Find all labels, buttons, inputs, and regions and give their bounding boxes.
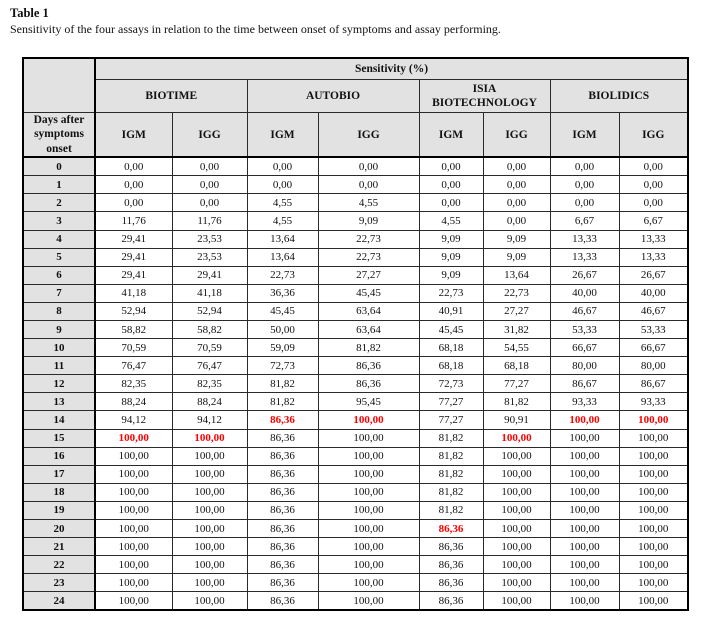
table-row (23, 320, 688, 338)
value-cell: 26,67 (619, 266, 688, 284)
value-cell: 100,00 (95, 501, 172, 519)
value-cell: 0,00 (172, 194, 247, 212)
value-cell: 86,36 (247, 592, 318, 611)
value-cell: 93,33 (550, 393, 619, 411)
value-cell: 100,00 (318, 429, 419, 447)
value-cell: 23,53 (172, 248, 247, 266)
sensitivity-header: Sensitivity (%) (95, 58, 688, 80)
value-cell: 77,27 (419, 393, 483, 411)
isia-igg-header: IGG (483, 113, 550, 158)
value-cell: 81,82 (419, 447, 483, 465)
day-cell: 3 (23, 212, 95, 230)
day-cell: 22 (23, 556, 95, 574)
table-caption: Sensitivity of the four assays in relation to the time between onset of symptoms and assay performing. (10, 22, 501, 36)
value-cell: 45,45 (419, 320, 483, 338)
value-cell: 100,00 (95, 520, 172, 538)
biotime-igm-header: IGM (95, 113, 172, 158)
day-cell: 19 (23, 501, 95, 519)
value-cell: 29,41 (95, 230, 172, 248)
value-cell: 13,33 (550, 230, 619, 248)
value-cell: 86,36 (247, 429, 318, 447)
value-cell: 13,64 (247, 248, 318, 266)
value-cell: 86,67 (619, 375, 688, 393)
value-cell: 100,00 (483, 483, 550, 501)
value-cell: 9,09 (483, 230, 550, 248)
value-cell: 90,91 (483, 411, 550, 429)
table-row (23, 194, 688, 212)
value-cell: 82,35 (95, 375, 172, 393)
value-cell: 6,67 (550, 212, 619, 230)
value-cell: 100,00 (483, 447, 550, 465)
value-cell: 86,36 (247, 465, 318, 483)
value-cell: 100,00 (318, 411, 419, 429)
value-cell: 4,55 (419, 212, 483, 230)
value-cell: 100,00 (550, 465, 619, 483)
table-row (23, 284, 688, 302)
value-cell: 81,82 (419, 501, 483, 519)
value-cell: 0,00 (95, 157, 172, 176)
value-cell: 100,00 (318, 592, 419, 611)
value-cell: 100,00 (483, 556, 550, 574)
value-cell: 0,00 (419, 194, 483, 212)
value-cell: 0,00 (483, 157, 550, 176)
day-cell: 8 (23, 302, 95, 320)
value-cell: 100,00 (172, 574, 247, 592)
day-cell: 14 (23, 411, 95, 429)
value-cell: 81,82 (247, 375, 318, 393)
value-cell: 86,36 (419, 592, 483, 611)
value-cell: 94,12 (172, 411, 247, 429)
value-cell: 53,33 (619, 320, 688, 338)
value-cell: 9,09 (419, 230, 483, 248)
day-cell: 24 (23, 592, 95, 611)
assay-group-row (23, 80, 688, 113)
table-row (23, 157, 688, 176)
table-row (23, 393, 688, 411)
table-header (23, 58, 688, 157)
value-cell: 100,00 (95, 465, 172, 483)
value-cell: 100,00 (619, 574, 688, 592)
value-cell: 100,00 (318, 447, 419, 465)
value-cell: 41,18 (95, 284, 172, 302)
value-cell: 86,36 (247, 556, 318, 574)
value-cell: 0,00 (172, 176, 247, 194)
value-cell: 100,00 (619, 538, 688, 556)
value-cell: 52,94 (95, 302, 172, 320)
value-cell: 22,73 (318, 248, 419, 266)
value-cell: 52,94 (172, 302, 247, 320)
value-cell: 13,33 (619, 230, 688, 248)
value-cell: 100,00 (619, 447, 688, 465)
table-row (23, 429, 688, 447)
value-cell: 100,00 (483, 465, 550, 483)
value-cell: 13,64 (247, 230, 318, 248)
value-cell: 100,00 (172, 429, 247, 447)
value-cell: 77,27 (419, 411, 483, 429)
value-cell: 66,67 (550, 339, 619, 357)
day-cell: 7 (23, 284, 95, 302)
day-cell: 2 (23, 194, 95, 212)
value-cell: 22,73 (483, 284, 550, 302)
value-cell: 86,36 (419, 538, 483, 556)
value-cell: 88,24 (172, 393, 247, 411)
value-cell: 6,67 (619, 212, 688, 230)
value-cell: 76,47 (95, 357, 172, 375)
value-cell: 94,12 (95, 411, 172, 429)
table-title: Table 1 (10, 6, 49, 20)
value-cell: 0,00 (619, 157, 688, 176)
value-cell: 0,00 (172, 157, 247, 176)
value-cell: 0,00 (419, 157, 483, 176)
value-cell: 100,00 (619, 429, 688, 447)
day-cell: 6 (23, 266, 95, 284)
value-cell: 68,18 (419, 357, 483, 375)
value-cell: 95,45 (318, 393, 419, 411)
value-cell: 81,82 (483, 393, 550, 411)
value-cell: 86,36 (318, 357, 419, 375)
table-row (23, 302, 688, 320)
value-cell: 22,73 (318, 230, 419, 248)
table-row (23, 520, 688, 538)
value-cell: 93,33 (619, 393, 688, 411)
value-cell: 68,18 (419, 339, 483, 357)
value-cell: 36,36 (247, 284, 318, 302)
table-row (23, 483, 688, 501)
day-cell: 9 (23, 320, 95, 338)
value-cell: 29,41 (172, 266, 247, 284)
value-cell: 27,27 (318, 266, 419, 284)
value-cell: 100,00 (550, 538, 619, 556)
value-cell: 86,36 (247, 411, 318, 429)
value-cell: 45,45 (318, 284, 419, 302)
value-cell: 100,00 (172, 556, 247, 574)
value-cell: 100,00 (550, 574, 619, 592)
table-row (23, 339, 688, 357)
value-cell: 72,73 (419, 375, 483, 393)
value-cell: 100,00 (95, 592, 172, 611)
day-cell: 12 (23, 375, 95, 393)
day-cell: 17 (23, 465, 95, 483)
value-cell: 100,00 (550, 429, 619, 447)
value-cell: 100,00 (95, 538, 172, 556)
value-cell: 100,00 (483, 501, 550, 519)
value-cell: 81,82 (419, 465, 483, 483)
value-cell: 100,00 (172, 592, 247, 611)
value-cell: 76,47 (172, 357, 247, 375)
value-cell: 27,27 (483, 302, 550, 320)
value-cell: 100,00 (95, 447, 172, 465)
value-cell: 46,67 (619, 302, 688, 320)
table-row (23, 230, 688, 248)
table-body (23, 157, 688, 610)
value-cell: 100,00 (95, 483, 172, 501)
value-cell: 100,00 (483, 592, 550, 611)
value-cell: 0,00 (483, 176, 550, 194)
day-cell: 16 (23, 447, 95, 465)
value-cell: 0,00 (247, 157, 318, 176)
value-cell: 29,41 (95, 266, 172, 284)
table-row (23, 411, 688, 429)
value-cell: 86,36 (247, 538, 318, 556)
table-row (23, 212, 688, 230)
value-cell: 0,00 (619, 194, 688, 212)
value-cell: 59,09 (247, 339, 318, 357)
value-cell: 100,00 (619, 556, 688, 574)
value-cell: 13,33 (550, 248, 619, 266)
value-cell: 80,00 (619, 357, 688, 375)
biolidics-igm-header: IGM (550, 113, 619, 158)
days-after-onset-header: Days after symptoms onset (23, 113, 95, 158)
value-cell: 77,27 (483, 375, 550, 393)
value-cell: 81,82 (419, 429, 483, 447)
value-cell: 9,09 (419, 266, 483, 284)
value-cell: 100,00 (483, 538, 550, 556)
value-cell: 100,00 (318, 465, 419, 483)
day-cell: 11 (23, 357, 95, 375)
value-cell: 9,09 (483, 248, 550, 266)
value-cell: 41,18 (172, 284, 247, 302)
day-cell: 23 (23, 574, 95, 592)
table-row (23, 248, 688, 266)
value-cell: 100,00 (550, 501, 619, 519)
value-cell: 100,00 (172, 501, 247, 519)
day-cell: 5 (23, 248, 95, 266)
value-cell: 0,00 (619, 176, 688, 194)
table-row (23, 357, 688, 375)
value-cell: 81,82 (318, 339, 419, 357)
value-cell: 100,00 (318, 501, 419, 519)
value-cell: 4,55 (318, 194, 419, 212)
day-cell: 0 (23, 157, 95, 176)
sensitivity-table (22, 57, 689, 611)
value-cell: 23,53 (172, 230, 247, 248)
table-row (23, 501, 688, 519)
value-cell: 100,00 (172, 447, 247, 465)
value-cell: 100,00 (172, 465, 247, 483)
table-row (23, 266, 688, 284)
value-cell: 72,73 (247, 357, 318, 375)
group-biolidics: BIOLIDICS (550, 80, 688, 113)
value-cell: 100,00 (619, 501, 688, 519)
value-cell: 0,00 (95, 176, 172, 194)
value-cell: 86,36 (247, 520, 318, 538)
value-cell: 13,33 (619, 248, 688, 266)
day-cell: 20 (23, 520, 95, 538)
table-row (23, 556, 688, 574)
table-row (23, 465, 688, 483)
table-row (23, 447, 688, 465)
value-cell: 54,55 (483, 339, 550, 357)
table-row (23, 176, 688, 194)
value-cell: 50,00 (247, 320, 318, 338)
table-row (23, 592, 688, 611)
value-cell: 68,18 (483, 357, 550, 375)
value-cell: 58,82 (95, 320, 172, 338)
value-cell: 4,55 (247, 194, 318, 212)
value-cell: 100,00 (318, 538, 419, 556)
value-cell: 0,00 (550, 157, 619, 176)
value-cell: 86,36 (419, 574, 483, 592)
value-cell: 13,64 (483, 266, 550, 284)
autobio-igm-header: IGM (247, 113, 318, 158)
value-cell: 100,00 (619, 483, 688, 501)
value-cell: 82,35 (172, 375, 247, 393)
value-cell: 100,00 (172, 483, 247, 501)
value-cell: 0,00 (318, 176, 419, 194)
value-cell: 40,91 (419, 302, 483, 320)
value-cell: 100,00 (172, 538, 247, 556)
group-autobio: AUTOBIO (247, 80, 419, 113)
value-cell: 53,33 (550, 320, 619, 338)
value-cell: 0,00 (247, 176, 318, 194)
value-cell: 0,00 (419, 176, 483, 194)
value-cell: 0,00 (550, 194, 619, 212)
value-cell: 63,64 (318, 302, 419, 320)
value-cell: 11,76 (95, 212, 172, 230)
value-cell: 40,00 (619, 284, 688, 302)
value-cell: 100,00 (550, 447, 619, 465)
value-cell: 100,00 (619, 411, 688, 429)
value-cell: 40,00 (550, 284, 619, 302)
value-cell: 70,59 (95, 339, 172, 357)
day-cell: 15 (23, 429, 95, 447)
value-cell: 22,73 (247, 266, 318, 284)
value-cell: 0,00 (483, 194, 550, 212)
value-cell: 100,00 (483, 520, 550, 538)
value-cell: 9,09 (318, 212, 419, 230)
subheader-row (23, 113, 688, 158)
value-cell: 100,00 (318, 483, 419, 501)
day-cell: 13 (23, 393, 95, 411)
group-biotime: BIOTIME (95, 80, 247, 113)
value-cell: 4,55 (247, 212, 318, 230)
value-cell: 100,00 (95, 429, 172, 447)
day-cell: 4 (23, 230, 95, 248)
value-cell: 81,82 (247, 393, 318, 411)
value-cell: 86,36 (419, 520, 483, 538)
value-cell: 70,59 (172, 339, 247, 357)
value-cell: 86,36 (419, 556, 483, 574)
value-cell: 100,00 (550, 483, 619, 501)
day-cell: 10 (23, 339, 95, 357)
value-cell: 0,00 (95, 194, 172, 212)
value-cell: 86,36 (247, 574, 318, 592)
value-cell: 31,82 (483, 320, 550, 338)
value-cell: 86,36 (247, 447, 318, 465)
value-cell: 86,36 (318, 375, 419, 393)
value-cell: 100,00 (95, 574, 172, 592)
value-cell: 86,36 (247, 483, 318, 501)
sensitivity-header-row (23, 58, 688, 80)
value-cell: 86,36 (247, 501, 318, 519)
table-row (23, 538, 688, 556)
value-cell: 100,00 (318, 556, 419, 574)
value-cell: 100,00 (95, 556, 172, 574)
value-cell: 46,67 (550, 302, 619, 320)
autobio-igg-header: IGG (318, 113, 419, 158)
value-cell: 63,64 (318, 320, 419, 338)
value-cell: 100,00 (318, 520, 419, 538)
value-cell: 45,45 (247, 302, 318, 320)
day-cell: 1 (23, 176, 95, 194)
value-cell: 100,00 (619, 465, 688, 483)
value-cell: 26,67 (550, 266, 619, 284)
biotime-igg-header: IGG (172, 113, 247, 158)
day-cell: 21 (23, 538, 95, 556)
value-cell: 88,24 (95, 393, 172, 411)
value-cell: 0,00 (318, 157, 419, 176)
value-cell: 58,82 (172, 320, 247, 338)
corner-blank-cell (23, 58, 95, 113)
day-cell: 18 (23, 483, 95, 501)
biolidics-igg-header: IGG (619, 113, 688, 158)
value-cell: 100,00 (318, 574, 419, 592)
value-cell: 100,00 (172, 520, 247, 538)
value-cell: 100,00 (550, 520, 619, 538)
value-cell: 100,00 (550, 556, 619, 574)
value-cell: 100,00 (619, 592, 688, 611)
table-row (23, 375, 688, 393)
value-cell: 22,73 (419, 284, 483, 302)
value-cell: 29,41 (95, 248, 172, 266)
value-cell: 11,76 (172, 212, 247, 230)
value-cell: 66,67 (619, 339, 688, 357)
caption-block (10, 6, 700, 37)
value-cell: 100,00 (483, 574, 550, 592)
value-cell: 100,00 (550, 411, 619, 429)
group-isia-biotechnology: ISIA BIOTECHNOLOGY (419, 80, 550, 113)
value-cell: 9,09 (419, 248, 483, 266)
value-cell: 86,67 (550, 375, 619, 393)
value-cell: 0,00 (550, 176, 619, 194)
value-cell: 100,00 (550, 592, 619, 611)
value-cell: 100,00 (483, 429, 550, 447)
isia-igm-header: IGM (419, 113, 483, 158)
value-cell: 81,82 (419, 483, 483, 501)
value-cell: 80,00 (550, 357, 619, 375)
table-row (23, 574, 688, 592)
value-cell: 100,00 (619, 520, 688, 538)
value-cell: 0,00 (483, 212, 550, 230)
